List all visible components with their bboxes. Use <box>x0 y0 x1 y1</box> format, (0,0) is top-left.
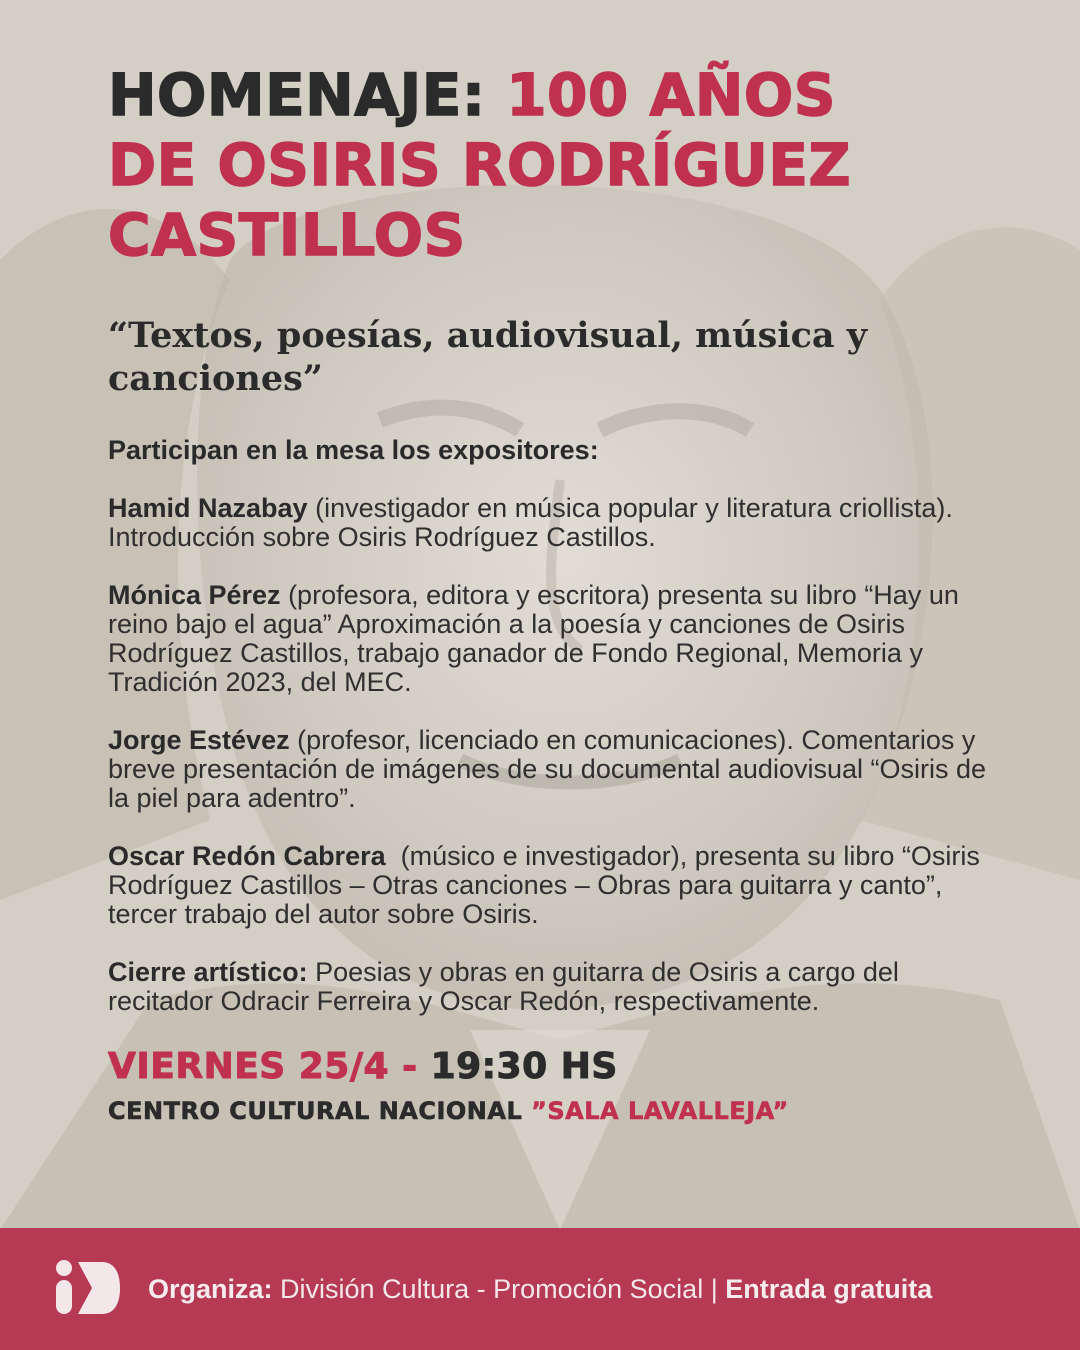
footer-bar <box>0 1228 1080 1350</box>
speaker-description: (profesor, licenciado en comunicaciones). Comentarios y breve presentación de imágenes de su documental audiovisual “Osiris de la piel para adentro”. <box>108 725 987 813</box>
title-accent-line-1: 100 AÑOS <box>506 61 836 129</box>
speaker-description: (investigador en música popular y literatura criollista). Introducción sobre Osiris Rodríguez Castillos. <box>108 493 953 552</box>
event-date <box>108 1045 1008 1089</box>
speaker-item <box>108 581 1008 697</box>
title-accent-line-2: DE OSIRIS RODRÍGUEZ <box>108 131 852 199</box>
speaker-item <box>108 494 1008 552</box>
event-subtitle: “Textos, poesías, audiovisual, música y canciones” <box>108 315 868 399</box>
speakers-intro: Participan en la mesa los expositores: <box>108 435 599 465</box>
organizer-name: División Cultura - Promoción Social | <box>272 1274 726 1304</box>
venue-hall: ”SALA LAVALLEJA” <box>531 1097 789 1125</box>
speaker-item <box>108 726 1008 813</box>
event-description <box>108 436 1008 1016</box>
event-day: VIERNES 25/4 - <box>108 1046 431 1087</box>
free-entry-label: Entrada gratuita <box>725 1274 933 1304</box>
speaker-item <box>108 842 1008 929</box>
speaker-name: Jorge Estévez <box>108 725 290 755</box>
closing-item <box>108 958 1008 1016</box>
speaker-description: (músico e investigador), presenta su libro “Osiris Rodríguez Castillos – Otras canciones – Obras para guitarra y canto”, tercer trabajo del autor sobre Osiris. <box>108 841 988 929</box>
event-venue <box>108 1095 1008 1127</box>
footer-text <box>148 1273 932 1305</box>
closing-label: Cierre artístico: <box>108 957 308 987</box>
event-time: 19:30 HS <box>430 1046 618 1087</box>
title-prefix: HOMENAJE: <box>108 61 507 129</box>
speaker-description: (profesora, editora y escritora) presenta su libro “Hay un reino bajo el agua” Aproximación a la poesía y canciones de Osiris Rodríguez Castillos, trabajo ganador de Fondo Regional, Memoria y Tradición 2023, del MEC. <box>108 580 959 697</box>
speaker-name: Mónica Pérez <box>108 580 281 610</box>
organiza-label: Organiza: <box>148 1274 273 1304</box>
event-title <box>108 60 1008 270</box>
closing-description: Poesias y obras en guitarra de Osiris a cargo del recitador Odracir Ferreira y Oscar Redón, respectivamente. <box>108 957 899 1016</box>
poster-content <box>108 60 1008 1127</box>
venue-name: CENTRO CULTURAL NACIONAL <box>108 1097 532 1125</box>
intendencia-logo-icon <box>52 1258 122 1318</box>
speaker-name: Hamid Nazabay <box>108 493 308 523</box>
title-accent-line-3: CASTILLOS <box>108 201 466 269</box>
speaker-name: Oscar Redón Cabrera <box>108 841 386 871</box>
